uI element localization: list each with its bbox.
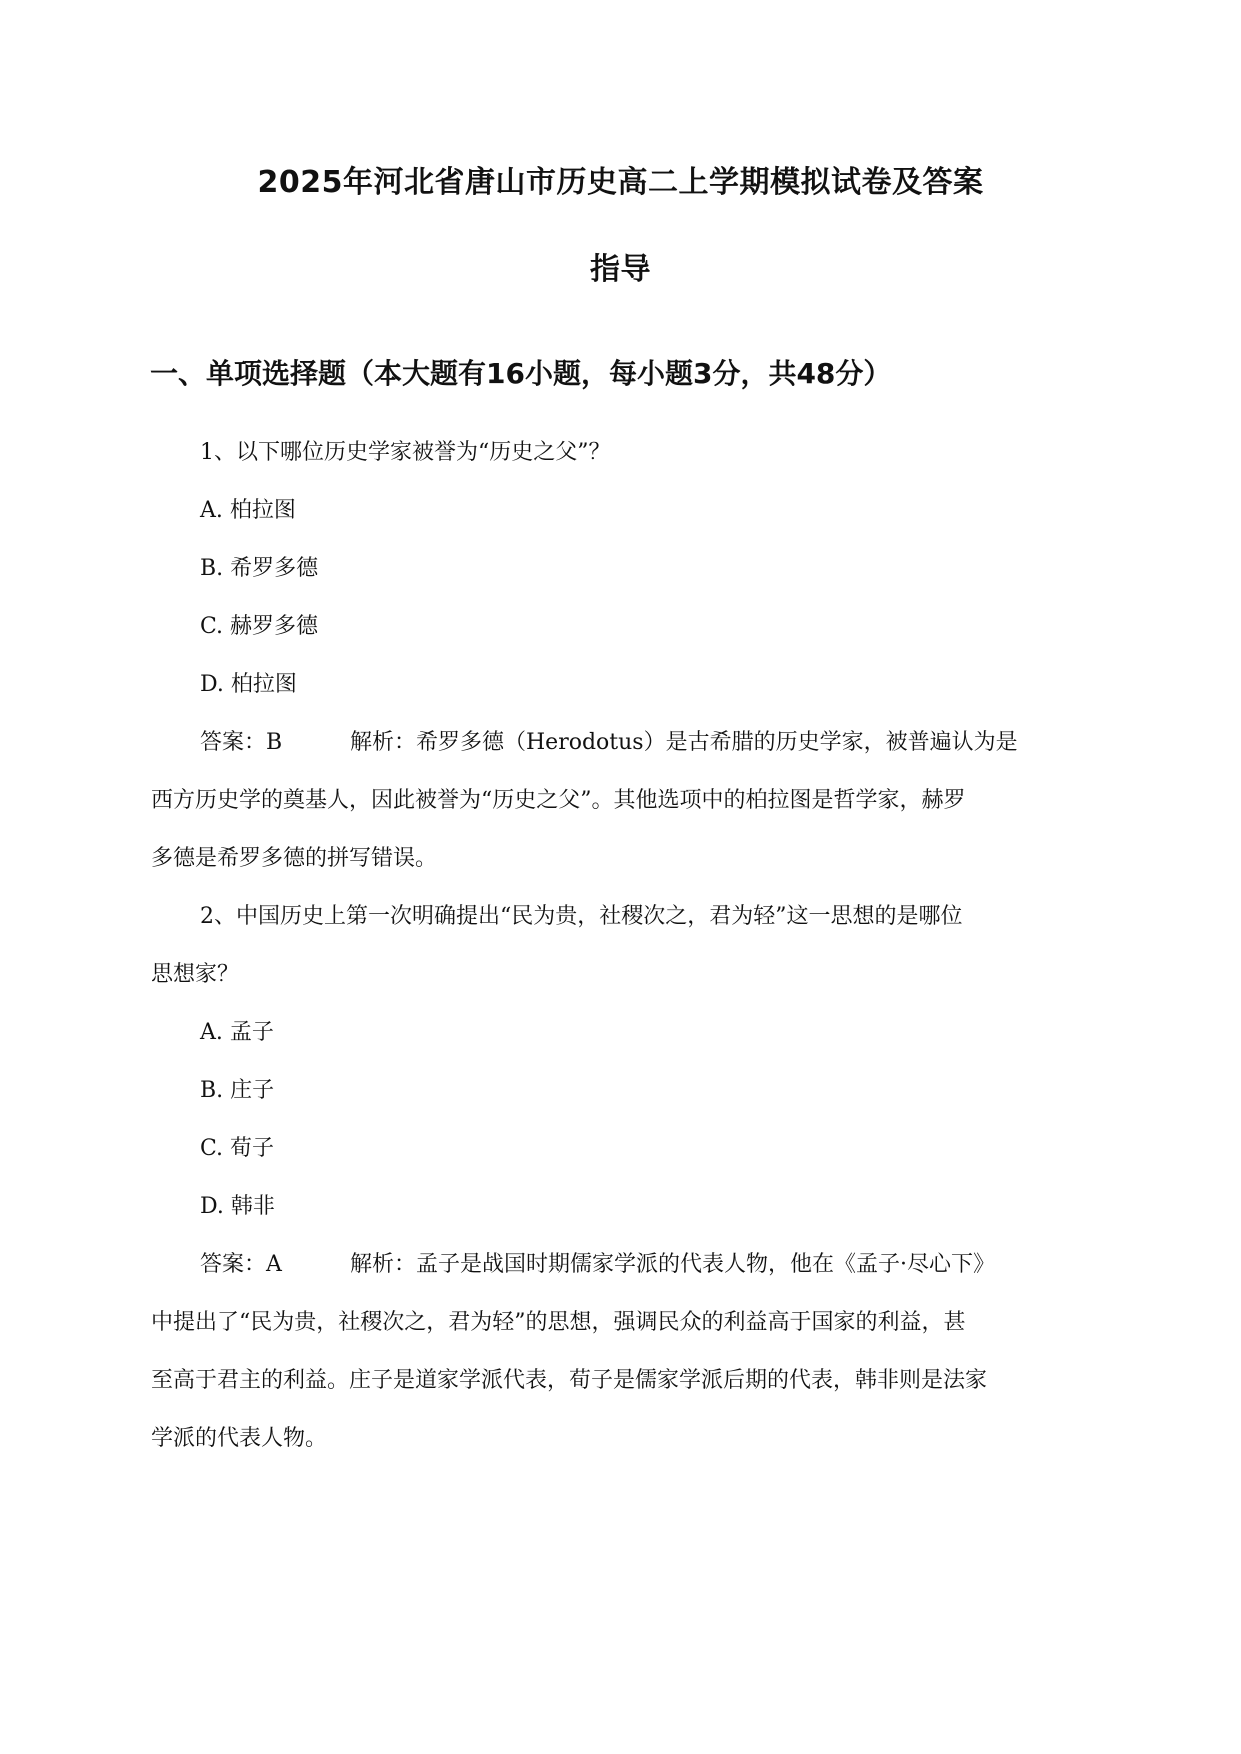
question-2-analysis-line-2: 中提出了“民为贵，社稷次之，君为轻”的思想，强调民众的利益高于国家的利益，甚 (151, 1310, 966, 1335)
question-1-analysis-line-1: 解析：希罗多德（Herodotus）是古希腊的历史学家，被普遍认为是 (350, 730, 1018, 755)
question-2-analysis-line-1: 解析：孟子是战国时期儒家学派的代表人物，他在《孟子·尽心下》 (350, 1252, 995, 1277)
question-2-answer: 答案：A (200, 1252, 282, 1277)
section-heading: 一、单项选择题（本大题有16小题，每小题3分，共48分） (150, 357, 892, 390)
question-1-option-b: B. 希罗多德 (200, 556, 319, 581)
question-2-analysis-line-4: 学派的代表人物。 (151, 1426, 328, 1451)
question-1-option-c: C. 赫罗多德 (200, 614, 319, 639)
question-1-option-d: D. 柏拉图 (200, 672, 297, 697)
question-1-answer-line (200, 728, 1018, 758)
question-2-analysis-line-3: 至高于君主的利益。庄子是道家学派代表，荀子是儒家学派后期的代表，韩非则是法家 (151, 1368, 988, 1393)
document-title-line-1: 2025年河北省唐山市历史高二上学期模拟试卷及答案 (257, 165, 984, 200)
question-2-stem-line-1: 2、中国历史上第一次明确提出“民为贵，社稷次之，君为轻”这一思想的是哪位 (200, 904, 963, 929)
question-2-option-c: C. 荀子 (200, 1136, 275, 1161)
document-title-line-2: 指导 (590, 252, 651, 287)
question-2-option-d: D. 韩非 (200, 1194, 275, 1219)
question-1-analysis-line-2: 西方历史学的奠基人，因此被誉为“历史之父”。其他选项中的柏拉图是哲学家，赫罗 (151, 788, 966, 813)
question-2-option-b: B. 庄子 (200, 1078, 275, 1103)
question-2-option-a: A. 孟子 (200, 1020, 274, 1045)
question-1-analysis-line-3: 多德是希罗多德的拼写错误。 (151, 846, 438, 871)
question-1-option-a: A. 柏拉图 (200, 498, 296, 523)
question-2-answer-line (200, 1250, 995, 1280)
question-2-stem-line-2: 思想家？ (151, 962, 240, 987)
question-1-answer: 答案：B (200, 730, 283, 755)
question-1-stem: 1、以下哪位历史学家被誉为“历史之父”？ (200, 440, 611, 465)
